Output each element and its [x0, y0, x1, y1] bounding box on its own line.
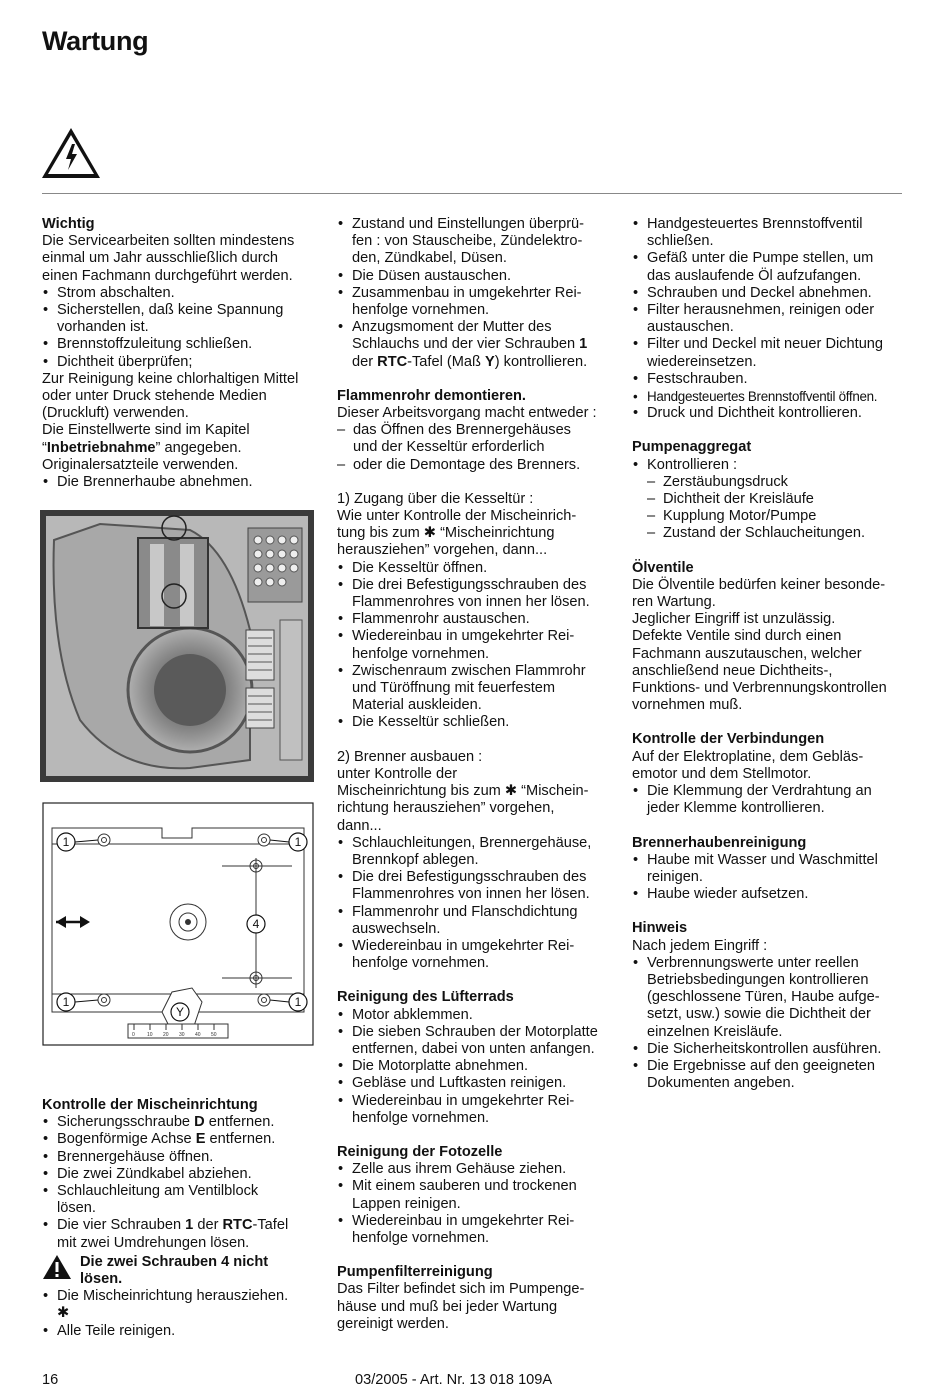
heading-hinweis: Hinweis — [632, 920, 688, 937]
list-item-cont: entfernen, dabei von unten anfangen. — [352, 1040, 595, 1057]
list-item: • Motor abklemmen. — [337, 1007, 619, 1024]
list-item: • Die Düsen austauschen. — [337, 268, 619, 285]
list-item-cont: fen : von Stauscheibe, Zündelektro- — [352, 233, 583, 250]
ref-rtc: RTC — [222, 1217, 253, 1234]
scale-tick: 40 — [195, 1032, 201, 1038]
text-line: Die Einstellwerte sind im Kapitel — [42, 422, 250, 439]
heading-kontrolle-mischeinrichtung: Kontrolle der Mischeinrichtung — [42, 1097, 258, 1113]
list-item — [42, 1131, 324, 1148]
list-item-cont: setzt, usw.) sowie die Dichtheit der — [647, 1006, 871, 1023]
list-item: • Flammenrohr und Flanschdichtung — [337, 904, 619, 921]
heading-oelventile: Ölventile — [632, 559, 694, 576]
list-item: • Die Motorplatte abnehmen. — [337, 1058, 619, 1075]
column-1 — [42, 216, 324, 491]
column-2 — [337, 216, 619, 1333]
list-item: • Brennstoffzuleitung schließen. — [42, 336, 324, 353]
list-item-cont: auswechseln. — [352, 920, 441, 937]
text-line: Mischeinrichtung bis zum ✱ “Mischein- — [337, 783, 589, 800]
text-line: 1) Zugang über die Kesseltür : — [337, 490, 534, 507]
text-line: einen Fachmann durchgeführt werden. — [42, 267, 293, 284]
column-3 — [632, 216, 912, 1092]
list-item-cont: reinigen. — [647, 868, 703, 885]
text-line: Originalersatzteile verwenden. — [42, 456, 239, 473]
list-item-cont: Flammenrohres von innen her lösen. — [352, 594, 590, 611]
text-line: vornehmen muß. — [632, 697, 743, 714]
list-item: • Die drei Befestigungsschrauben des — [337, 869, 619, 886]
list-item: • Flammenrohr austauschen. — [337, 611, 619, 628]
star-marker: ✱ — [57, 1305, 70, 1322]
list-item: • Wiedereinbau in umgekehrter Rei- — [337, 938, 619, 955]
list-item-cont: schließen. — [647, 233, 714, 250]
list-item-cont: Brennkopf ablegen. — [352, 851, 479, 868]
list-item: • Die zwei Zündkabel abziehen. — [42, 1166, 324, 1183]
list-item: • Wiedereinbau in umgekehrter Rei- — [337, 1093, 619, 1110]
text: entfernen. — [204, 1114, 275, 1131]
list-item-cont: henfolge vornehmen. — [352, 645, 490, 662]
list-item-cont: austauschen. — [647, 319, 734, 336]
label-y: Y — [175, 1005, 185, 1019]
list-item: • Wiedereinbau in umgekehrter Rei- — [337, 1213, 619, 1230]
text: -Tafel (Maß — [407, 353, 485, 370]
scale-tick: 20 — [163, 1032, 169, 1038]
heading-luefterrad: Reinigung des Lüfterrads — [337, 989, 514, 1006]
electric-hazard-icon — [40, 126, 102, 180]
text-line: Dieser Arbeitsvorgang macht entweder : — [337, 405, 597, 422]
list-item-cont: Material auskleiden. — [352, 697, 482, 714]
list-item: • Die Mischeinrichtung herausziehen. — [42, 1288, 324, 1305]
list-item: • Gefäß unter die Pumpe stellen, um — [632, 250, 912, 267]
dash-item: – das Öffnen des Brennergehäuses — [337, 422, 619, 439]
sub-item: – Dichtheit der Kreisläufe — [632, 491, 912, 508]
list-item-cont: henfolge vornehmen. — [352, 302, 490, 319]
list-item-cont — [337, 336, 619, 353]
text-line: Funktions- und Verbrennungskontrollen — [632, 680, 887, 697]
label-screw-4: 4 — [252, 917, 260, 931]
heading-pumpenfilter: Pumpenfilterreinigung — [337, 1264, 493, 1281]
list-item: • Mit einem sauberen und trockenen — [337, 1178, 619, 1195]
ref-1: 1 — [185, 1217, 194, 1234]
scale-tick: 0 — [132, 1032, 135, 1038]
header-divider — [42, 193, 902, 194]
list-item-cont: (geschlossene Türen, Haube aufge- — [647, 989, 880, 1006]
sub-item: – Kupplung Motor/Pumpe — [632, 508, 912, 525]
text-line: Zur Reinigung keine chlorhaltigen Mittel — [42, 370, 299, 387]
list-item-cont: und Türöffnung mit feuerfestem — [352, 680, 556, 697]
list-item: • Anzugsmoment der Mutter des — [337, 319, 619, 336]
list-item: • Druck und Dichtheit kontrollieren. — [632, 405, 912, 422]
text-line: Nach jedem Eingriff : — [632, 937, 768, 954]
caution-text: lösen. — [80, 1271, 123, 1288]
heading-brennerhaube: Brennerhaubenreinigung — [632, 834, 807, 851]
list-item: • Festschrauben. — [632, 371, 912, 388]
text-line: ren Wartung. — [632, 594, 716, 611]
burner-photo — [40, 510, 314, 782]
ref-rtc: RTC — [377, 353, 408, 370]
list-item: • Zusammenbau in umgekehrter Rei- — [337, 285, 619, 302]
list-item-cont: henfolge vornehmen. — [352, 1109, 490, 1126]
list-item: • Handgesteuertes Brennstoffventil öffnen. — [632, 388, 912, 405]
text: entfernen. — [205, 1131, 276, 1148]
list-item-cont: vorhanden ist. — [57, 319, 149, 336]
list-item: • Zwischenraum zwischen Flammrohr — [337, 663, 619, 680]
text-line: gereinigt werden. — [337, 1315, 449, 1332]
text-line: häuse und muß bei jeder Wartung — [337, 1298, 558, 1315]
footer-article: 03/2005 - Art. Nr. 13 018 109A — [355, 1372, 553, 1388]
text-line: richtung herausziehen” vorgehen, — [337, 800, 555, 817]
scale-tick: 50 — [211, 1032, 217, 1038]
list-item-cont — [337, 354, 619, 371]
ref-d: D — [194, 1114, 205, 1131]
text-line: (Druckluft) verwenden. — [42, 405, 189, 422]
list-item-cont: Betriebsbedingungen kontrollieren — [647, 971, 869, 988]
list-item: • Gebläse und Luftkasten reinigen. — [337, 1075, 619, 1092]
text-line: herausziehen” vorgehen, dann... — [337, 542, 548, 559]
scale-tick: 10 — [147, 1032, 153, 1038]
text-line: Fachmann auszutauschen, welcher — [632, 645, 862, 662]
ref-e: E — [195, 1131, 206, 1148]
list-item-cont: henfolge vornehmen. — [352, 955, 490, 972]
text-line: dann... — [337, 817, 382, 834]
caution-text: Die zwei Schrauben 4 nicht — [80, 1253, 269, 1270]
list-item-cont: lösen. — [57, 1200, 96, 1217]
page-number: 16 — [42, 1372, 59, 1388]
list-item: • Haube wieder aufsetzen. — [632, 886, 912, 903]
list-item: • Zustand und Einstellungen überprü- — [337, 216, 619, 233]
text-line: einmal um Jahr ausschließlich durch — [42, 250, 279, 267]
text-line: anschließend neue Dichtheits-, — [632, 662, 833, 679]
list-item: • Alle Teile reinigen. — [42, 1323, 324, 1340]
list-item — [42, 1114, 324, 1131]
text-line: Jeglicher Eingriff ist unzulässig. — [632, 611, 836, 628]
list-item: • Handgesteuertes Brennstoffventil — [632, 216, 912, 233]
list-item: • Filter und Deckel mit neuer Dichtung — [632, 336, 912, 353]
list-item: • Zelle aus ihrem Gehäuse ziehen. — [337, 1161, 619, 1178]
text: Schlauchs und der vier Schrauben — [352, 336, 580, 353]
list-item: • Kontrollieren : — [632, 457, 912, 474]
caution-note — [42, 1254, 324, 1288]
label-screw-1: 1 — [294, 995, 302, 1009]
heading-wichtig: Wichtig — [42, 216, 95, 232]
quote-rest: ” angegeben. — [155, 439, 242, 456]
text: -Tafel — [252, 1217, 289, 1234]
heading-fotozelle: Reinigung der Fotozelle — [337, 1143, 503, 1160]
scale-tick: 30 — [179, 1032, 185, 1038]
list-item-cont: henfolge vornehmen. — [352, 1229, 490, 1246]
list-item: • Dichtheit überprüfen; — [42, 354, 324, 371]
page-title: Wartung — [42, 26, 149, 56]
list-item: • Die Sicherheitskontrollen ausführen. — [632, 1041, 912, 1058]
text-line: Wie unter Kontrolle der Mischeinrich- — [337, 508, 577, 525]
list-item-cont: jeder Klemme kontrollieren. — [647, 800, 825, 817]
list-item-cont: mit zwei Umdrehungen lösen. — [57, 1234, 250, 1251]
ref-y: Y — [485, 353, 495, 370]
text: der — [193, 1217, 223, 1234]
sub-item: – Zerstäubungsdruck — [632, 474, 912, 491]
label-screw-1: 1 — [62, 835, 70, 849]
dash-item: – oder die Demontage des Brenners. — [337, 457, 619, 474]
list-item: • Sicherstellen, daß keine Spannung — [42, 302, 324, 319]
list-item: • Wiedereinbau in umgekehrter Rei- — [337, 628, 619, 645]
list-item: • Die drei Befestigungsschrauben des — [337, 577, 619, 594]
ref-1: 1 — [579, 336, 588, 353]
list-item: • Haube mit Wasser und Waschmittel — [632, 852, 912, 869]
text-line: tung bis zum ✱ “Mischeinrichtung — [337, 525, 555, 542]
list-item: • Schlauchleitung am Ventilblock — [42, 1183, 324, 1200]
text-line: oder unter Druck stehende Medien — [42, 388, 267, 405]
list-item: • Die sieben Schrauben der Motorplatte — [337, 1024, 619, 1041]
text-line — [42, 440, 324, 457]
list-item: • Filter herausnehmen, reinigen oder — [632, 302, 912, 319]
label-screw-1: 1 — [294, 835, 302, 849]
list-item: • Strom abschalten. — [42, 285, 324, 302]
list-item: • Die Ergebnisse auf den geeigneten — [632, 1058, 912, 1075]
text-line: Die Ölventile bedürfen keiner besonde- — [632, 576, 886, 593]
text-line: 2) Brenner ausbauen : — [337, 748, 483, 765]
text-line: Die Servicearbeiten sollten mindestens — [42, 233, 295, 250]
text-line: Defekte Ventile sind durch einen — [632, 628, 842, 645]
heading-verbindungen: Kontrolle der Verbindungen — [632, 731, 825, 748]
list-item-cont: Flammenrohres von innen her lösen. — [352, 886, 590, 903]
text: Die vier Schrauben — [57, 1217, 186, 1234]
label-screw-1: 1 — [62, 995, 70, 1009]
list-item-cont: einzelnen Kreisläufe. — [647, 1023, 783, 1040]
quote-mark: “ — [42, 439, 47, 456]
list-item: • Schrauben und Deckel abnehmen. — [632, 285, 912, 302]
list-item: • Verbrennungswerte unter reellen — [632, 955, 912, 972]
text: Bogenförmige Achse — [57, 1131, 196, 1148]
text-line: Auf der Elektroplatine, dem Gebläs- — [632, 748, 864, 765]
list-item-cont: Dokumenten angeben. — [647, 1075, 795, 1092]
text: Sicherungsschraube — [57, 1114, 195, 1131]
list-item-cont: wiedereinsetzen. — [647, 353, 757, 370]
inbetriebnahme-ref: Inbetriebnahme — [46, 439, 156, 456]
list-item: • Die Kesseltür schließen. — [337, 714, 619, 731]
mixing-device-diagram — [42, 802, 314, 1046]
dash-item-cont: und der Kesseltür erforderlich — [353, 439, 545, 456]
list-item-cont: den, Zündkabel, Düsen. — [352, 250, 507, 267]
text-line: Das Filter befindet sich im Pumpenge- — [337, 1281, 585, 1298]
column-1-bottom — [42, 1097, 324, 1340]
list-item — [42, 1217, 324, 1234]
heading-pumpenaggregat: Pumpenaggregat — [632, 439, 752, 456]
heading-flammenrohr: Flammenrohr demontieren. — [337, 387, 526, 404]
sub-item: – Zustand der Schlaucheitungen. — [632, 525, 912, 542]
text: der — [352, 353, 378, 370]
list-item: • Die Brennerhaube abnehmen. — [42, 474, 324, 491]
text: ) kontrollieren. — [494, 353, 588, 370]
list-item-cont: Lappen reinigen. — [352, 1195, 461, 1212]
list-item: • Brennergehäuse öffnen. — [42, 1149, 324, 1166]
list-item: • Die Kesseltür öffnen. — [337, 560, 619, 577]
text-line: emotor und dem Stellmotor. — [632, 765, 812, 782]
warning-icon — [42, 1254, 72, 1280]
list-item-cont: das auslaufende Öl aufzufangen. — [647, 267, 862, 284]
list-item: • Schlauchleitungen, Brennergehäuse, — [337, 835, 619, 852]
text-line: unter Kontrolle der — [337, 765, 458, 782]
list-item: • Die Klemmung der Verdrahtung an — [632, 783, 912, 800]
